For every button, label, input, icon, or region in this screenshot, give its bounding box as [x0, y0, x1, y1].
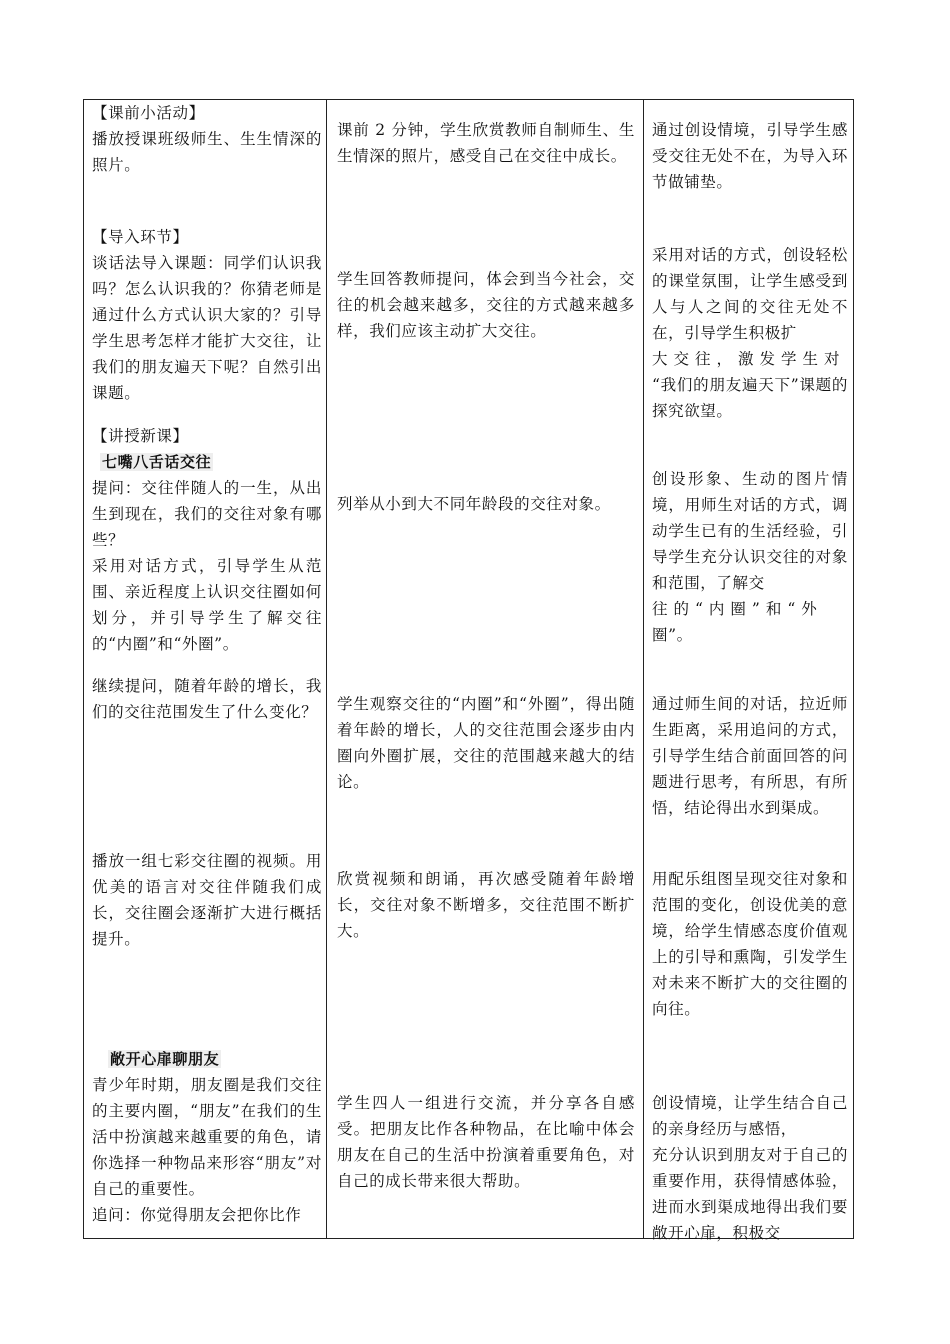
intent-intro-part1: 采用对话的方式，创设轻松的课堂氛围，让学生感受到人与人之间的交往无处不在，引导学生积极扩	[652, 246, 848, 342]
intro-text: 谈话法导入课题：同学们认识我吗？怎么认识我的？你猜老师是通过什么方式认识大家的？引导学生思考怎样才能扩大交往，让我们的朋友遍天下呢？自然引出课题。	[92, 254, 322, 402]
student-group-discussion: 学生四人一组进行交流，并分享各自感受。把朋友比作各种物品，在比喻中体会朋友在自己的生活中扮演着重要角色，对自己的成长带来很大帮助。	[337, 1094, 635, 1190]
pre-activity-block	[92, 100, 322, 178]
intent-text-2	[652, 242, 848, 424]
intro-block	[92, 224, 322, 406]
table-row	[84, 100, 854, 1239]
student-observe-circles: 学生观察交往的“内圈”和“外圈”，得出随着年龄的增长，人的交往范围会逐步由内圈向外圈扩展，交往的范围越来越大的结论。	[337, 695, 635, 791]
section2-text: 青少年时期，朋友圈是我们交往的主要内圈，“朋友”在我们的生活中扮演越来越重要的角色，请你选择一种物品来形容“朋友”对自己的重要性。	[92, 1076, 322, 1198]
intent-section1-part1: 创设形象、生动的图片情境，用师生对话的方式，调动学生已有的生活经验，引导学生充分认识交往的对象和范围，了解交	[652, 470, 848, 592]
section-title-2: 敞开心扉聊朋友	[110, 1050, 220, 1068]
student-list-objects: 列举从小到大不同年龄段的交往对象。	[337, 495, 611, 513]
intent-section2-part1: 创设情境，让学生结合自己的亲身经历与感悟，	[652, 1094, 848, 1138]
student-intro-response: 学生回答教师提问，体会到当今社会，交往的机会越来越多，交往的方式越来越多样，我们应该主动扩大交往。	[337, 270, 635, 340]
student-activity-cell	[327, 100, 644, 1239]
intent-section1-part3: 圈”。	[652, 626, 693, 644]
student-text-3	[337, 491, 635, 517]
intent-text-4	[652, 691, 848, 821]
student-pre-activity: 课前 2 分钟，学生欣赏教师自制师生、生生情深的照片，感受自己在交往中成长。	[337, 121, 635, 165]
student-watch-video: 欣赏视频和朗诵，再次感受随着年龄增长，交往对象不断增多，交往范围不断扩大。	[337, 870, 635, 940]
student-text-2	[337, 266, 635, 344]
intent-text-1	[652, 117, 848, 195]
section2-followup: 追问：你觉得朋友会把你比作	[92, 1206, 302, 1224]
student-text-1	[337, 117, 635, 169]
section2-block	[92, 1046, 322, 1228]
student-text-6	[337, 1090, 635, 1194]
intent-text-6	[652, 1090, 848, 1246]
section1-question: 提问：交往伴随人的一生，从出生到现在，我们的交往对象有哪些？	[92, 479, 322, 549]
intent-video: 用配乐组图呈现交往对象和范围的变化，创设优美的意境，给学生情感态度价值观上的引导和熏陶，引发学生对未来不断扩大的交往圈的向往。	[652, 870, 848, 1018]
intent-pre-activity: 通过创设情境，引导学生感受交往无处不在，为导入环节做铺垫。	[652, 121, 848, 191]
new-lesson-heading: 【讲授新课】	[92, 427, 189, 445]
intent-intro-part3: “我们的朋友遍天下”课题的探究欲望。	[652, 376, 848, 420]
intent-intro-part2: 大交往，激发学生对	[652, 350, 846, 368]
design-intent-cell	[644, 100, 854, 1242]
intent-text-5	[652, 866, 848, 1022]
intent-followup: 通过师生间的对话，拉近师生距离，采用追问的方式，引导学生结合前面回答的问题进行思考，有所思，有所悟，结论得出水到渠成。	[652, 695, 848, 817]
teacher-activity-cell	[84, 100, 327, 1239]
new-lesson-block	[92, 423, 322, 657]
pre-activity-heading: 【课前小活动】	[92, 104, 205, 122]
intent-text-3	[652, 466, 848, 648]
pre-activity-text: 播放授课班级师生、生生情深的照片。	[92, 130, 322, 174]
lesson-plan-table	[83, 99, 854, 1242]
student-text-5	[337, 866, 635, 944]
section1-followup	[92, 673, 322, 725]
intent-section2-part2: 充分认识到朋友对于自己的重要作用，获得情感体验，进而水到渠成地得出我们要敞开心扉，积极交	[652, 1146, 848, 1242]
section1-dialogue: 采用对话方式，引导学生从范围、亲近程度上认识交往圈如何划分，并引导学生了解交往的“内圈”和“外圈”。	[92, 557, 322, 653]
student-text-4	[337, 691, 635, 795]
followup-question-text: 继续提问，随着年龄的增长，我们的交往范围发生了什么变化？	[92, 677, 322, 721]
intent-section1-part2: 往的“内圈”和“外	[652, 600, 823, 618]
video-activity-text: 播放一组七彩交往圈的视频。用优美的语言对交往伴随我们成长，交往圈会逐渐扩大进行概括提升。	[92, 852, 322, 948]
section1-video	[92, 848, 322, 952]
section-title-1: 七嘴八舌话交往	[102, 453, 212, 471]
intro-heading: 【导入环节】	[92, 228, 189, 246]
